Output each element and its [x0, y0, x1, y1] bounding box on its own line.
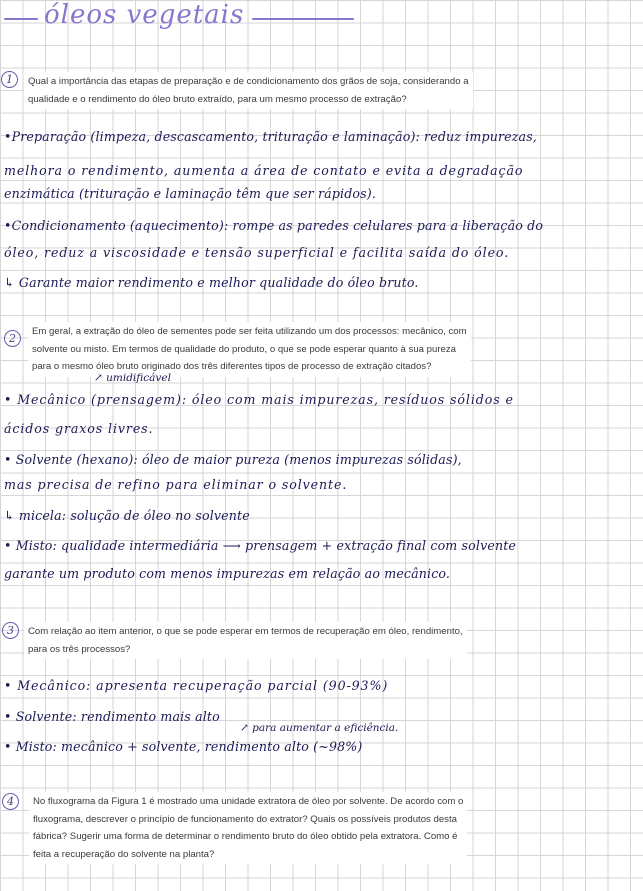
answer-2-line: ácidos graxos livres.	[4, 421, 154, 436]
question-line: para o mesmo óleo bruto originado dos três diferentes tipos de processo de extração citados?	[32, 361, 432, 372]
answer-3-line: • Mecânico: apresenta recuperação parcial (90-93%)	[4, 678, 389, 693]
answer-2-line: • Mecânico (prensagem): óleo com mais impurezas, resíduos sólidos e	[4, 392, 514, 407]
answer-2-annotation: ↗ umidificável	[94, 372, 171, 384]
question-line: solvente ou misto. Em termos de qualidade do produto, o que se pode esperar quanto à sua pureza	[32, 343, 456, 355]
answer-2-line: garante um produto com menos impurezas em relação ao mecânico.	[4, 566, 451, 581]
question-4-text	[29, 792, 467, 864]
answer-2-line: • Misto: qualidade intermediária ⟶ prensagem + extração final com solvente	[4, 538, 517, 553]
question-1-text	[24, 72, 473, 109]
answer-1-line: enzimática (trituração e laminação têm que ser rápidos).	[4, 186, 376, 201]
question-number-3: 3	[2, 622, 19, 639]
answer-1-line: •Preparação (limpeza, descascamento, trituração e laminação): reduz impurezas,	[4, 129, 537, 144]
question-line: No fluxograma da Figura 1 é mostrado uma unidade extratora de óleo por solvente. De acordo com o	[33, 796, 464, 807]
question-2-text	[28, 322, 471, 377]
question-line: Com relação ao item anterior, o que se pode esperar em termos de recuperação em óleo, rendimento,	[28, 626, 463, 637]
answer-1-line: melhora o rendimento, aumenta a área de contato e evita a degradação	[4, 163, 524, 178]
answer-2-line: mas precisa de refino para eliminar o solvente.	[4, 477, 348, 492]
page-title	[0, 0, 400, 40]
answer-1-line: •Condicionamento (aquecimento): rompe as paredes celulares para a liberação do	[4, 218, 544, 233]
question-3-text	[24, 622, 467, 659]
question-number-1: 1	[1, 71, 18, 88]
question-number-2: 2	[4, 330, 21, 347]
question-line: feita a recuperação do solvente na planta?	[33, 848, 215, 860]
question-line: fluxograma, descrever o princípio de funcionamento do extrator? Quais os possíveis produtos desta	[33, 813, 457, 825]
answer-1-line: óleo, reduz a viscosidade e tensão superficial e facilita saída do óleo.	[4, 245, 510, 260]
answer-3-line: • Solvente: rendimento mais alto	[4, 709, 220, 724]
question-line: para os três processos?	[28, 643, 131, 655]
answer-3-line: • Misto: mecânico + solvente, rendimento alto (~98%)	[4, 739, 363, 754]
answer-3-annotation: ↗ para aumentar a eficiência.	[240, 722, 399, 734]
question-line: Em geral, a extração do óleo de sementes pode ser feita utilizando um dos processos: mecânico, com	[32, 326, 467, 337]
answer-1-line: ↳ Garante maior rendimento e melhor qualidade do óleo bruto.	[4, 275, 419, 290]
answer-2-line: • Solvente (hexano): óleo de maior pureza (menos impurezas sólidas),	[4, 452, 462, 467]
question-line: qualidade e o rendimento do óleo bruto extraído, para um mesmo processo de extração?	[28, 93, 407, 105]
question-number-4: 4	[2, 793, 19, 810]
title-text: óleos vegetais	[44, 0, 245, 30]
question-line: Qual a importância das etapas de preparação e de condicionamento dos grãos de soja, considerando a	[28, 76, 469, 87]
title-underline-left	[4, 18, 38, 20]
question-line: fábrica? Sugerir uma forma de determinar o rendimento bruto do óleo obtido pela extratora. Como é	[33, 831, 458, 842]
answer-2-line: ↳ micela: solução de óleo no solvente	[4, 508, 250, 523]
title-underline-right	[252, 18, 354, 20]
